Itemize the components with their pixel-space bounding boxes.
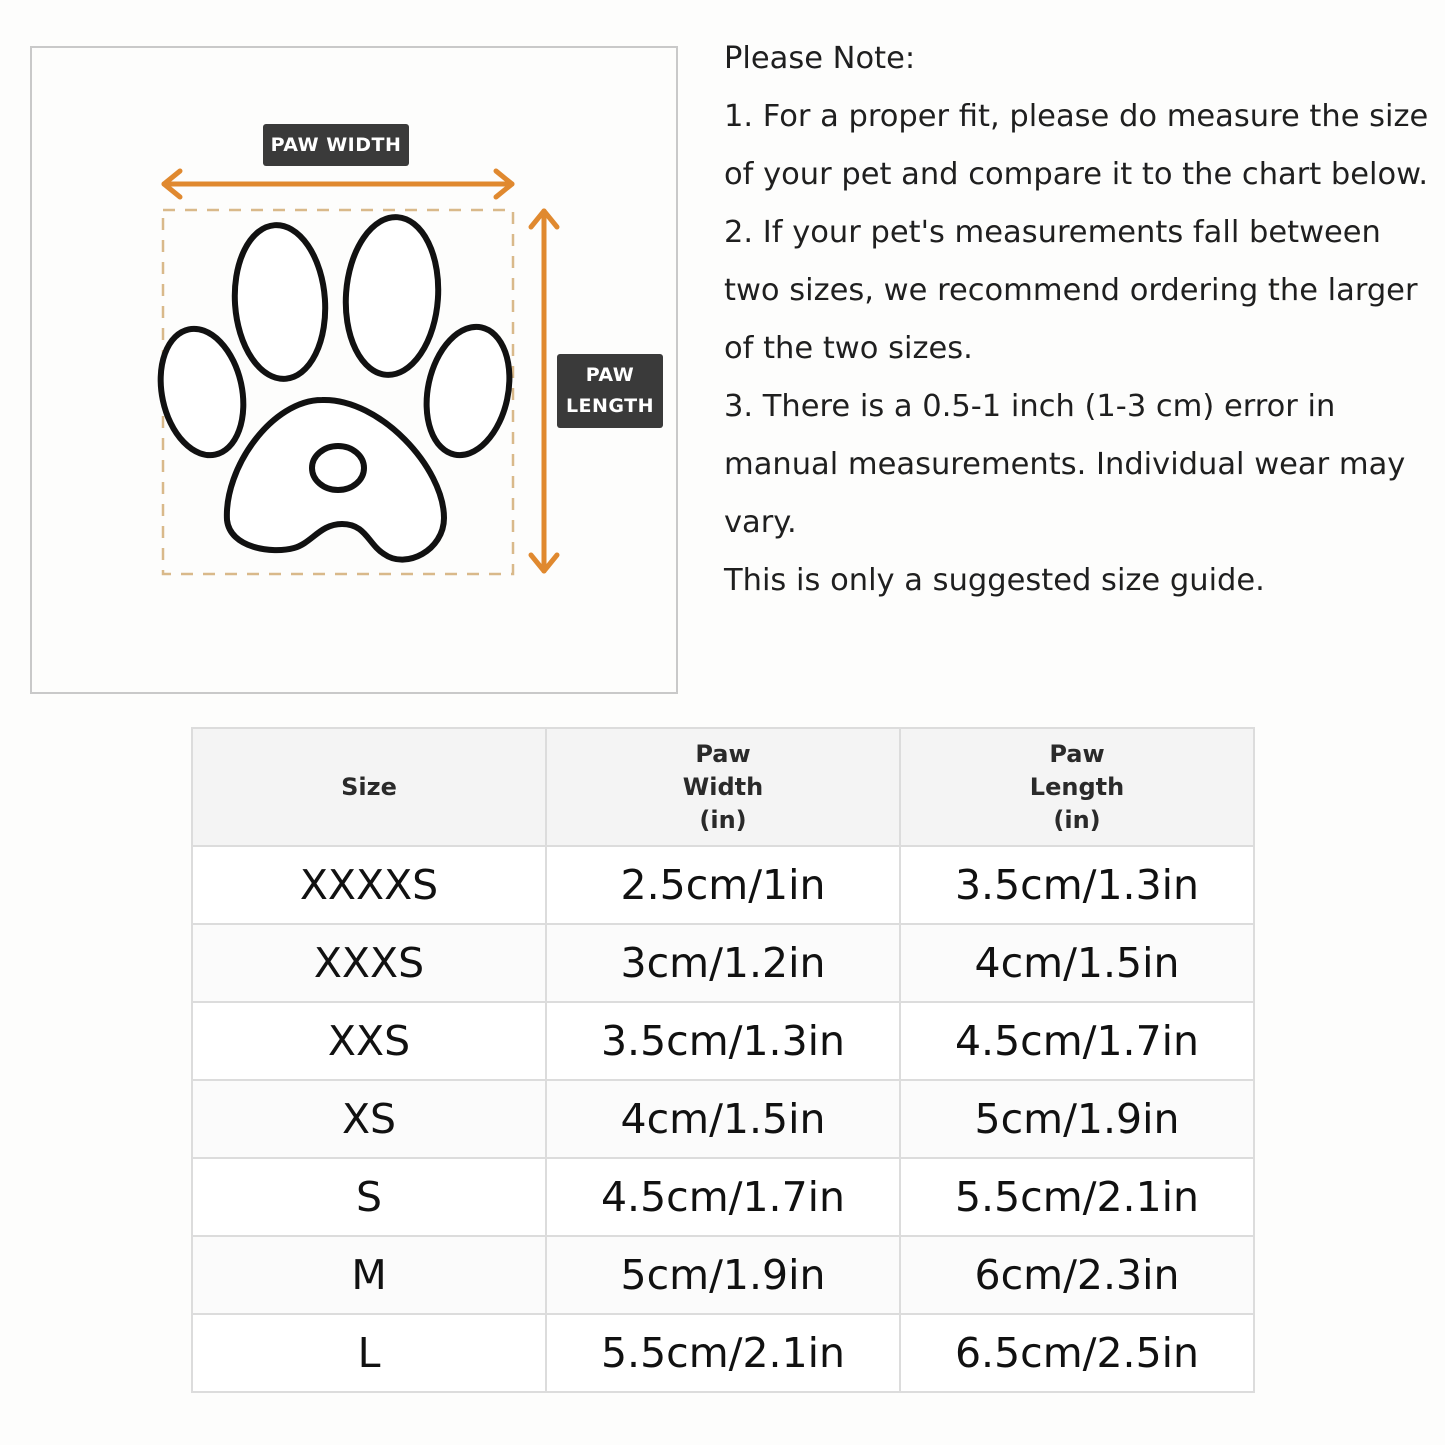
size-chart-table (191, 727, 1255, 1393)
size-cell: XXS (192, 1002, 546, 1080)
header-size-text: Size (341, 772, 397, 801)
size-cell: XXXXS (192, 846, 546, 924)
header-text: Width (682, 772, 764, 801)
table-row (192, 1236, 1254, 1314)
paw-length-cell: 3.5cm/1.3in (900, 846, 1254, 924)
size-cell: M (192, 1236, 546, 1314)
paw-width-cell: 3.5cm/1.3in (546, 1002, 900, 1080)
note-item: 3. There is a 0.5-1 inch (1-3 cm) error in manual measurements. Individual wear may vary. (724, 389, 1406, 540)
paw-length-cell: 5.5cm/2.1in (900, 1158, 1254, 1236)
paw-length-cell: 6.5cm/2.5in (900, 1314, 1254, 1392)
paw-width-cell: 3cm/1.2in (546, 924, 900, 1002)
size-cell: XXXS (192, 924, 546, 1002)
note-item: 2. If your pet's measurements fall between two sizes, we recommend ordering the larger of the two sizes. (724, 215, 1418, 366)
table-row (192, 1080, 1254, 1158)
header-text: Paw (695, 739, 751, 768)
table-row (192, 1158, 1254, 1236)
paw-width-cell: 2.5cm/1in (546, 846, 900, 924)
paw-length-cell: 6cm/2.3in (900, 1236, 1254, 1314)
paw-length-cell: 4cm/1.5in (900, 924, 1254, 1002)
header-paw-width (546, 728, 900, 846)
table-row (192, 1314, 1254, 1392)
paw-print-icon (150, 214, 521, 560)
paw-length-cell: 5cm/1.9in (900, 1080, 1254, 1158)
table-row (192, 924, 1254, 1002)
table-row (192, 1002, 1254, 1080)
header-text: (in) (699, 805, 747, 834)
table-row (192, 846, 1254, 924)
size-notes (724, 30, 1439, 610)
paw-length-label-line2: LENGTH (565, 395, 655, 417)
size-cell: S (192, 1158, 546, 1236)
paw-width-label: PAW WIDTH (263, 124, 409, 166)
size-cell: XS (192, 1080, 546, 1158)
paw-length-label (557, 354, 663, 428)
header-size (192, 728, 546, 846)
size-cell: L (192, 1314, 546, 1392)
header-text: Paw (1049, 739, 1105, 768)
note-item: 1. For a proper fit, please do measure the size of your pet and compare it to the chart below. (724, 99, 1429, 192)
paw-length-cell: 4.5cm/1.7in (900, 1002, 1254, 1080)
header-text: (in) (1053, 805, 1101, 834)
notes-heading: Please Note: (724, 41, 916, 76)
horizontal-arrow-icon (164, 171, 512, 197)
paw-width-cell: 5cm/1.9in (546, 1236, 900, 1314)
paw-length-label-line1: PAW (585, 364, 635, 386)
paw-width-cell: 4cm/1.5in (546, 1080, 900, 1158)
note-footer: This is only a suggested size guide. (724, 563, 1265, 598)
header-paw-length (900, 728, 1254, 846)
header-text: Length (1029, 772, 1125, 801)
vertical-arrow-icon (531, 211, 557, 571)
table-header-row (192, 728, 1254, 846)
paw-width-cell: 5.5cm/2.1in (546, 1314, 900, 1392)
paw-width-cell: 4.5cm/1.7in (546, 1158, 900, 1236)
paw-measurement-diagram (30, 46, 678, 694)
